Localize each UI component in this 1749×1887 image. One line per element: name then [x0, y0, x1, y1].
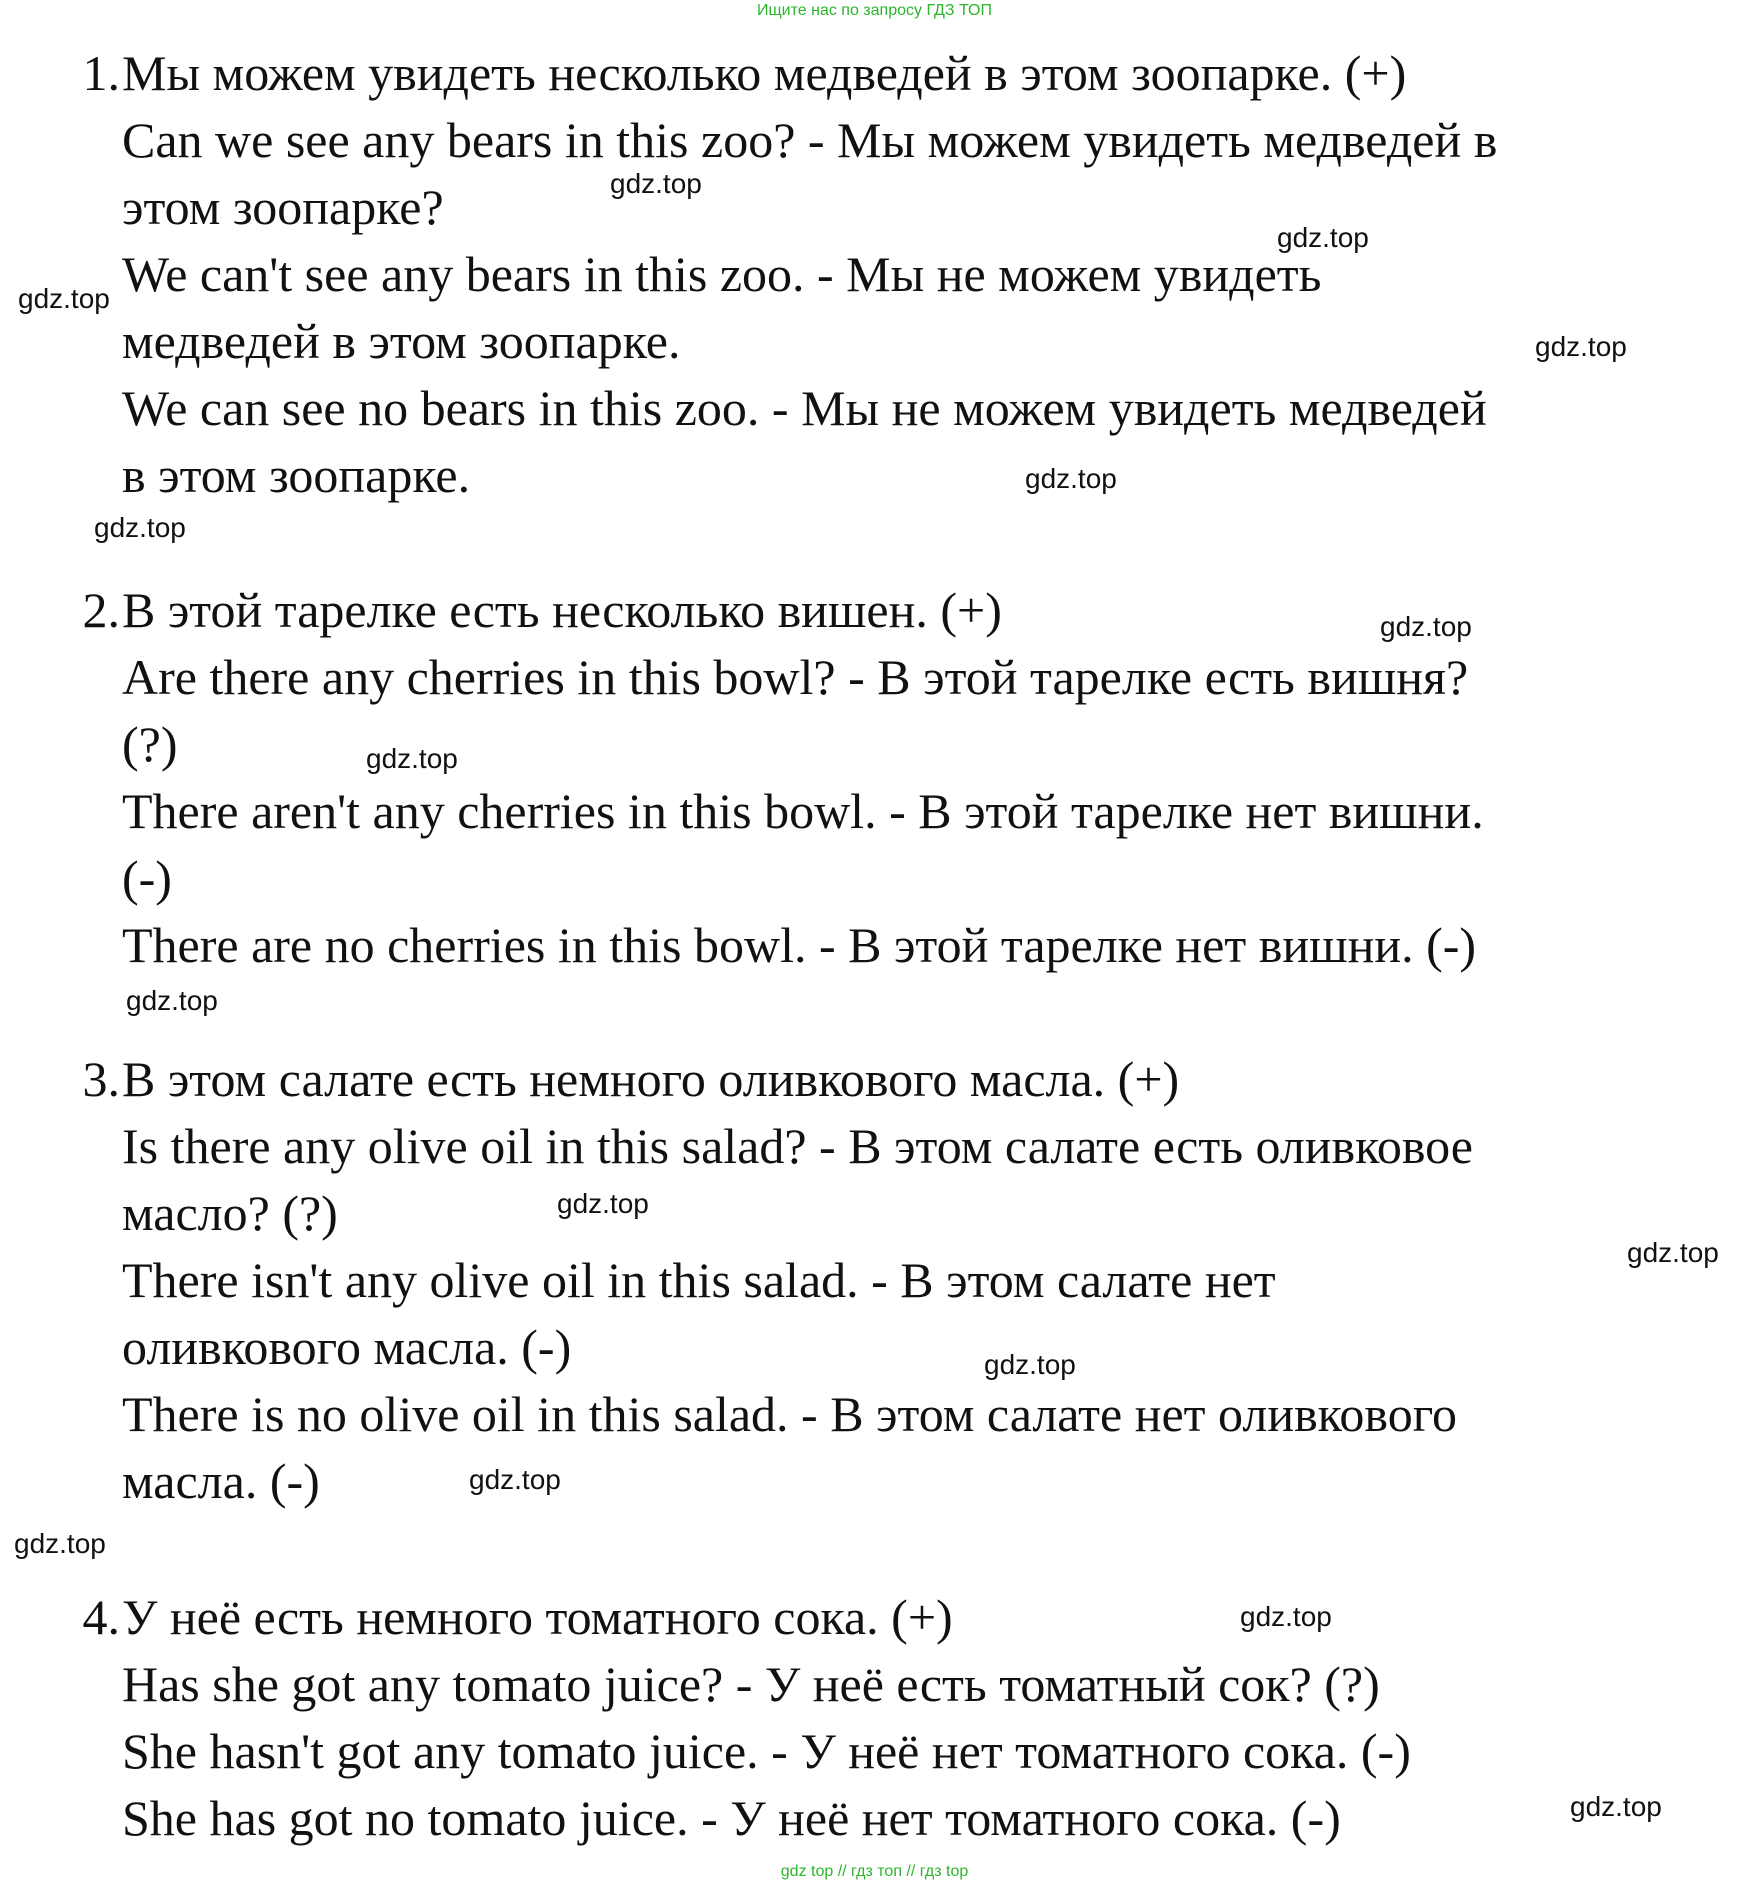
item-line: We can't see any bears in this zoo. - Мы не можем увидеть: [122, 246, 1322, 302]
item-line: There are no cherries in this bowl. - В этой тарелке нет вишни. (-): [122, 917, 1477, 973]
watermark: gdz.top: [984, 1349, 1076, 1380]
item-number: 2.: [82, 582, 120, 638]
item-line: в этом зоопарке.: [122, 447, 471, 503]
item-line: Can we see any bears in this zoo? - Мы можем увидеть медведей в: [122, 112, 1498, 168]
watermark: gdz.top: [94, 512, 186, 543]
watermark: gdz.top: [1570, 1791, 1662, 1822]
item-line: We can see no bears in this zoo. - Мы не можем увидеть медведей: [122, 380, 1487, 436]
item-line: этом зоопарке?: [122, 179, 444, 235]
item-number: 3.: [82, 1051, 120, 1107]
item-line: В этой тарелке есть несколько вишен. (+): [122, 582, 1002, 638]
watermark: gdz.top: [126, 985, 218, 1016]
watermark: gdz.top: [1535, 331, 1627, 362]
watermark: gdz.top: [1240, 1601, 1332, 1632]
item-line: оливкового масла. (-): [122, 1319, 572, 1375]
item-line: масла. (-): [122, 1453, 320, 1509]
item-line: Are there any cherries in this bowl? - В этой тарелке есть вишня?: [122, 649, 1469, 705]
item-line: There is no olive oil in this salad. - В этом салате нет оливкового: [122, 1386, 1457, 1442]
search-hint-link[interactable]: Ищите нас по запросу ГДЗ ТОП: [757, 2, 992, 19]
watermark: gdz.top: [14, 1528, 106, 1559]
watermark: gdz.top: [469, 1464, 561, 1495]
watermark: gdz.top: [610, 168, 702, 199]
item-number: 4.: [82, 1589, 120, 1645]
item-lines: [122, 577, 1749, 979]
item-line: She hasn't got any tomato juice. - У неё нет томатного сока. (-): [122, 1723, 1411, 1779]
watermark: gdz.top: [1277, 222, 1369, 253]
item-line: (?): [122, 716, 178, 772]
watermark: gdz.top: [1380, 611, 1472, 642]
watermark: gdz.top: [1627, 1237, 1719, 1268]
watermark: gdz.top: [1025, 463, 1117, 494]
item-lines: [122, 1046, 1749, 1515]
item-line: В этом салате есть немного оливкового масла. (+): [122, 1051, 1180, 1107]
item-line: There aren't any cherries in this bowl. - В этой тарелке нет вишни.: [122, 783, 1484, 839]
item-line: медведей в этом зоопарке.: [122, 313, 681, 369]
item-line: У неё есть немного томатного сока. (+): [122, 1589, 953, 1645]
item-lines: [122, 1584, 1749, 1852]
item-line: (-): [122, 850, 172, 906]
watermark: gdz.top: [557, 1188, 649, 1219]
watermark: gdz.top: [18, 283, 110, 314]
item-line: Is there any olive oil in this salad? - В этом салате есть оливковое: [122, 1118, 1473, 1174]
item-line: масло? (?): [122, 1185, 338, 1241]
watermark: gdz.top: [366, 743, 458, 774]
item-line: There isn't any olive oil in this salad. - В этом салате нет: [122, 1252, 1276, 1308]
item-lines: [122, 40, 1749, 509]
item-line: Мы можем увидеть несколько медведей в этом зоопарке. (+): [122, 45, 1407, 101]
item-number: 1.: [82, 45, 120, 101]
item-line: Has she got any tomato juice? - У неё есть томатный сок? (?): [122, 1656, 1380, 1712]
item-line: She has got no tomato juice. - У неё нет томатного сока. (-): [122, 1790, 1341, 1846]
footer-links[interactable]: gdz top // гдз топ // гдз top: [780, 1863, 969, 1880]
